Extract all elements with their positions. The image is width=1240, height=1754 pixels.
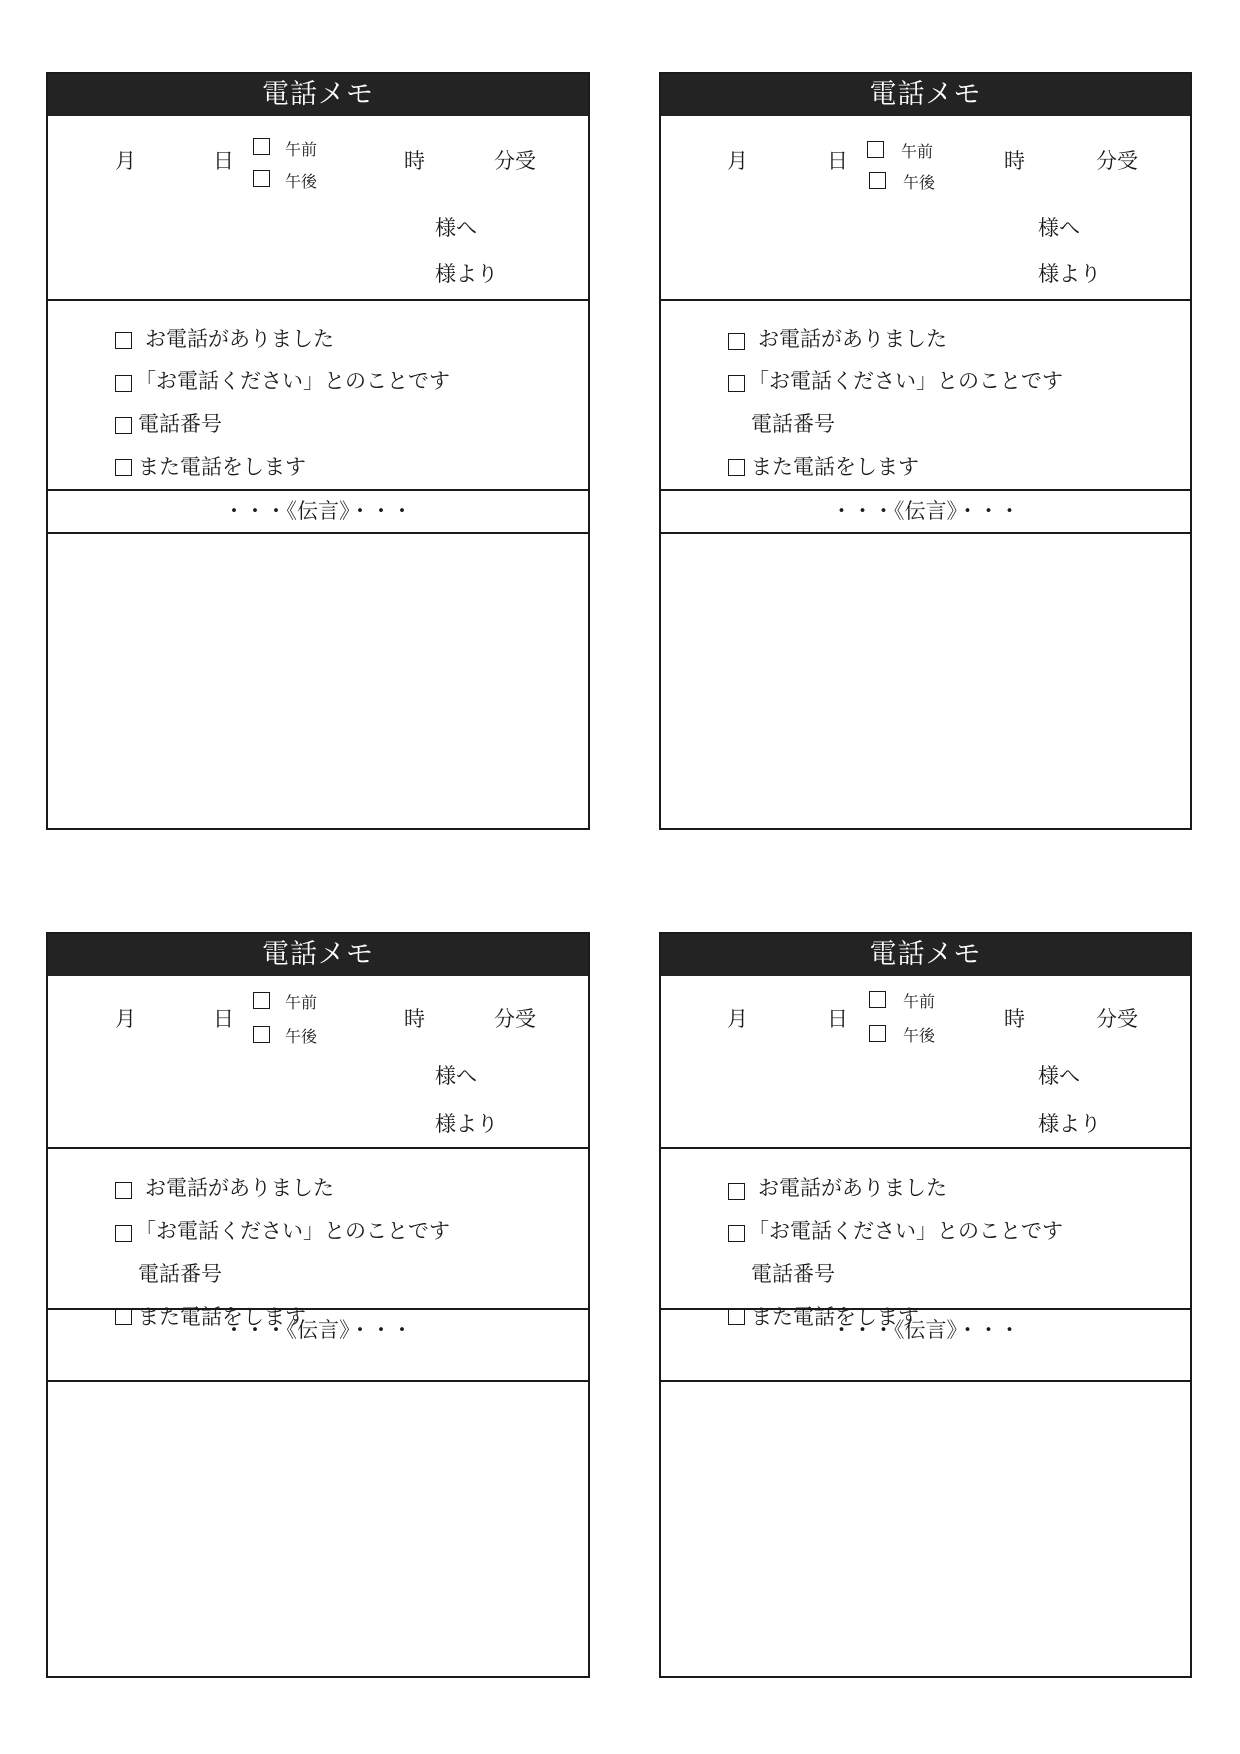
minute-received-label: 分受	[1096, 149, 1138, 173]
option-checkbox-will-call[interactable]	[115, 417, 132, 434]
pm-checkbox[interactable]	[869, 172, 886, 189]
to-label: 様へ	[435, 216, 477, 240]
memo-title: 電話メモ	[48, 934, 588, 976]
option-label-will-call: また電話をします	[751, 1305, 919, 1329]
divider	[48, 299, 588, 301]
am-label: 午前	[285, 140, 318, 159]
from-label: 様より	[435, 1112, 498, 1136]
minute-received-label: 分受	[494, 1007, 536, 1031]
phone-memo-card-bottom-right	[659, 932, 1192, 1678]
memo-title: 電話メモ	[48, 74, 588, 116]
option-label-called: お電話がありました	[145, 1176, 334, 1200]
option-checkbox-called[interactable]	[115, 332, 132, 349]
option-checkbox-will-call-box[interactable]	[115, 459, 132, 476]
am-checkbox[interactable]	[253, 992, 270, 1009]
to-label: 様へ	[1038, 1064, 1080, 1088]
message-area[interactable]	[48, 534, 588, 828]
month-label: 月	[727, 1007, 748, 1031]
option-label-called: お電話がありました	[758, 327, 947, 351]
pm-label: 午後	[285, 1027, 318, 1046]
pm-checkbox[interactable]	[869, 1025, 886, 1042]
pm-label: 午後	[903, 173, 936, 192]
month-label: 月	[727, 149, 748, 173]
pm-label: 午後	[285, 172, 318, 191]
option-label-call-back: 「お電話ください」とのことです	[748, 1219, 1063, 1243]
am-label: 午前	[285, 993, 318, 1012]
phone-memo-card-top-right	[659, 72, 1192, 830]
month-label: 月	[115, 149, 136, 173]
day-label: 日	[213, 149, 234, 173]
hour-label: 時	[404, 1007, 425, 1031]
pm-checkbox[interactable]	[253, 1026, 270, 1043]
option-checkbox-call-back[interactable]	[115, 375, 132, 392]
divider	[661, 299, 1190, 301]
memo-title: 電話メモ	[661, 74, 1190, 116]
to-label: 様へ	[1038, 216, 1080, 240]
divider	[661, 1308, 1190, 1310]
am-checkbox[interactable]	[869, 991, 886, 1008]
day-label: 日	[213, 1007, 234, 1031]
phone-number-label: 電話番号	[751, 412, 835, 436]
option-checkbox-will-call[interactable]	[728, 459, 745, 476]
option-checkbox-call-back[interactable]	[728, 1225, 745, 1242]
minute-received-label: 分受	[494, 149, 536, 173]
day-label: 日	[827, 1007, 848, 1031]
phone-memo-card-top-left	[46, 72, 590, 830]
from-label: 様より	[1038, 262, 1101, 286]
message-header: ・・・《伝言》・・・	[831, 1318, 1020, 1342]
am-label: 午前	[903, 992, 936, 1011]
option-checkbox-call-back[interactable]	[728, 375, 745, 392]
option-checkbox-call-back[interactable]	[115, 1225, 132, 1242]
minute-received-label: 分受	[1096, 1007, 1138, 1031]
option-label-call-back: 「お電話ください」とのことです	[748, 369, 1063, 393]
am-checkbox[interactable]	[867, 141, 884, 158]
from-label: 様より	[1038, 1112, 1101, 1136]
divider	[48, 1308, 588, 1310]
message-area[interactable]	[48, 1382, 588, 1676]
divider	[661, 489, 1190, 491]
divider	[661, 1147, 1190, 1149]
memo-title: 電話メモ	[661, 934, 1190, 976]
pm-checkbox[interactable]	[253, 170, 270, 187]
option-checkbox-called[interactable]	[115, 1182, 132, 1199]
option-label-will-call: また電話をします	[751, 455, 919, 479]
am-checkbox[interactable]	[253, 138, 270, 155]
option-label-call-back: 「お電話ください」とのことです	[135, 1219, 450, 1243]
hour-label: 時	[404, 149, 425, 173]
option-label-called: お電話がありました	[758, 1176, 947, 1200]
option-label-call-back: 「お電話ください」とのことです	[135, 369, 450, 393]
option-label-called: お電話がありました	[145, 327, 334, 351]
option-checkbox-called[interactable]	[728, 1183, 745, 1200]
phone-number-label: 電話番号	[138, 412, 222, 436]
option-label-will-call: また電話をします	[138, 1305, 306, 1329]
phone-number-label: 電話番号	[138, 1262, 222, 1286]
hour-label: 時	[1004, 1007, 1025, 1031]
option-label-will-call: また電話をします	[138, 455, 306, 479]
am-label: 午前	[901, 142, 934, 161]
divider	[48, 489, 588, 491]
phone-number-label: 電話番号	[751, 1262, 835, 1286]
hour-label: 時	[1004, 149, 1025, 173]
day-label: 日	[827, 149, 848, 173]
message-area[interactable]	[661, 534, 1190, 828]
to-label: 様へ	[435, 1064, 477, 1088]
message-area[interactable]	[661, 1382, 1190, 1676]
divider	[48, 1147, 588, 1149]
message-header: ・・・《伝言》・・・	[831, 499, 1020, 523]
message-header: ・・・《伝言》・・・	[223, 499, 413, 523]
from-label: 様より	[435, 262, 498, 286]
month-label: 月	[115, 1007, 136, 1031]
phone-memo-card-bottom-left	[46, 932, 590, 1678]
message-header: ・・・《伝言》・・・	[223, 1318, 413, 1342]
pm-label: 午後	[903, 1026, 936, 1045]
option-checkbox-called[interactable]	[728, 333, 745, 350]
